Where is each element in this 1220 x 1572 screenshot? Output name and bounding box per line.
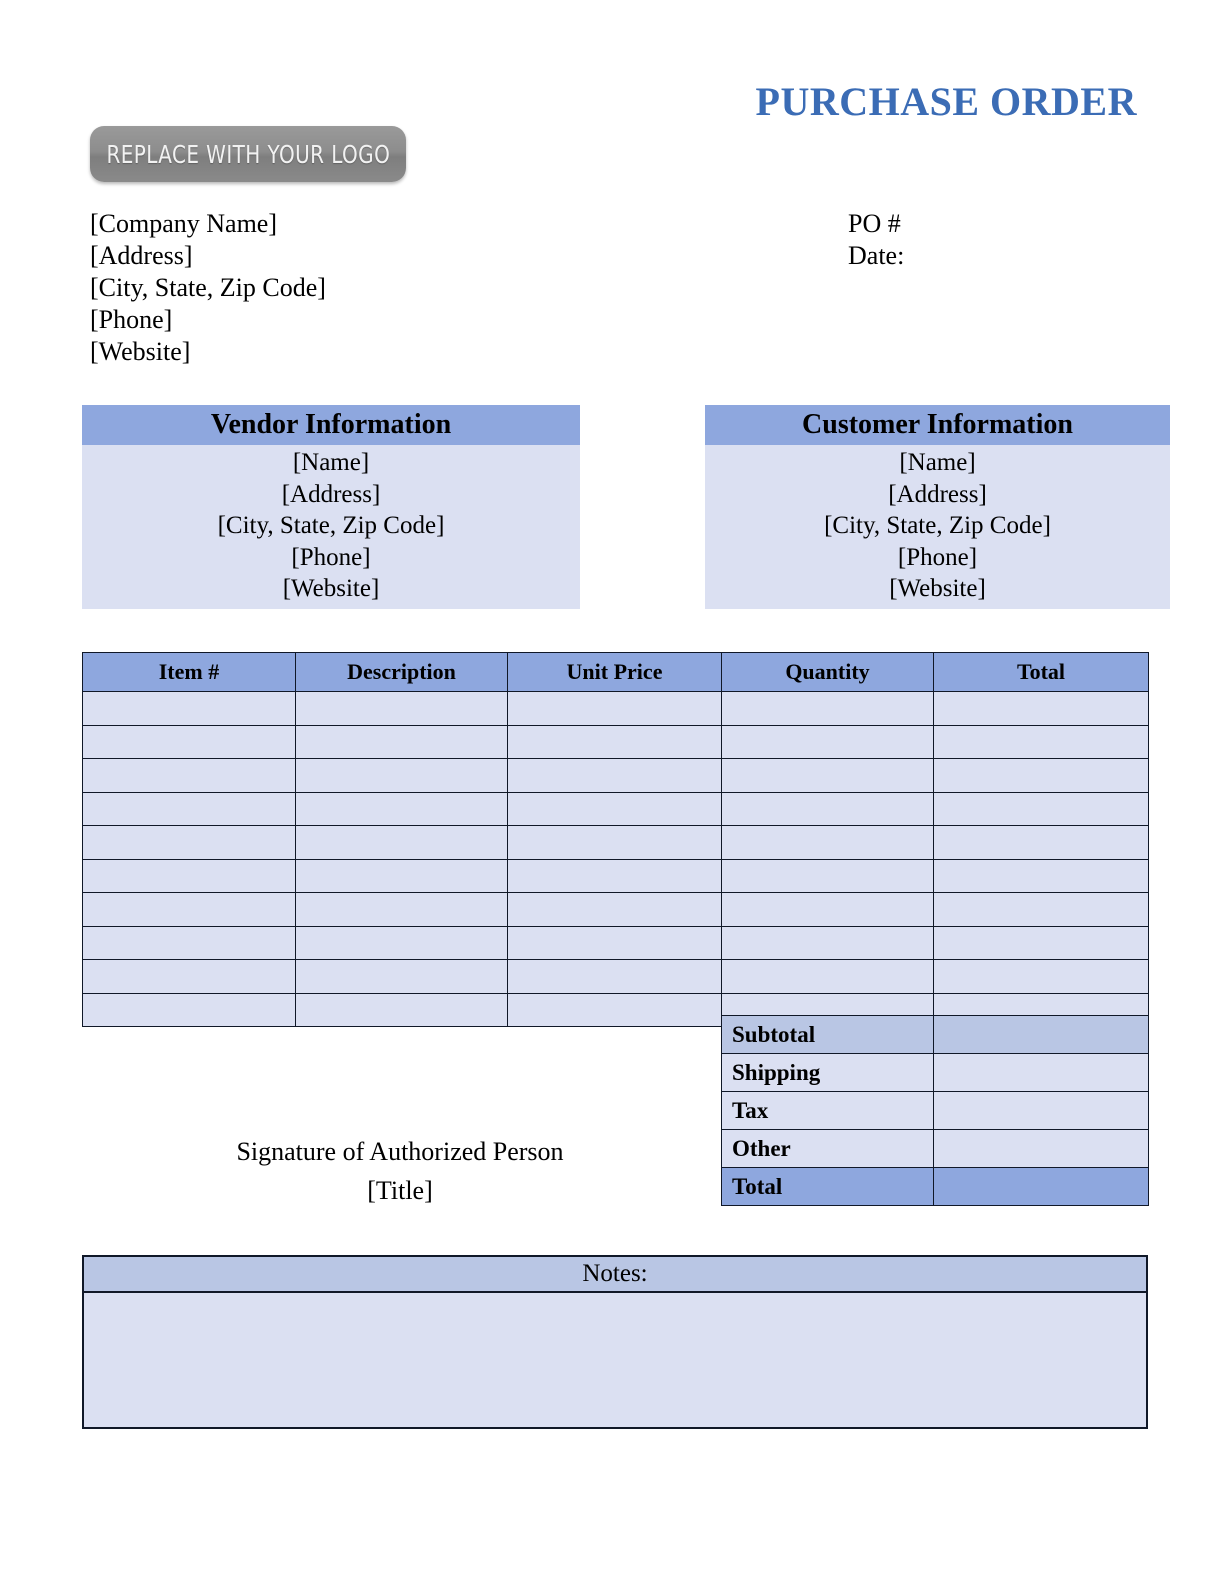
column-header-item: Item # [83,653,296,692]
item-cell[interactable] [722,893,934,927]
po-meta-block [848,208,904,272]
vendor-heading: Vendor Information [82,405,580,445]
customer-line-city: [City, State, Zip Code] [824,512,1051,539]
signature-line: Signature of Authorized Person [236,1137,564,1166]
notes-box [82,1255,1148,1429]
totals-label-subtotal: Subtotal [722,1016,934,1054]
totals-label-other: Other [722,1130,934,1168]
totals-value-tax[interactable] [934,1092,1149,1130]
vendor-line-address: [Address] [281,480,381,508]
vendor-information-panel [82,405,580,609]
column-header-unit-price: Unit Price [508,653,722,692]
vendor-line-name: [Name] [292,449,370,476]
item-cell[interactable] [508,960,722,994]
item-cell[interactable] [83,792,296,826]
item-cell[interactable] [296,792,508,826]
item-cell[interactable] [934,759,1149,793]
totals-value-shipping[interactable] [934,1054,1149,1092]
item-cell[interactable] [296,926,508,960]
column-header-quantity: Quantity [722,653,934,692]
line-items-table [82,652,1149,1027]
item-cell[interactable] [296,859,508,893]
item-cell[interactable] [934,826,1149,860]
table-row [83,859,1149,893]
item-cell[interactable] [722,926,934,960]
po-date-label: Date: [848,241,905,270]
company-info-block [90,208,326,368]
item-cell[interactable] [722,725,934,759]
notes-field[interactable] [84,1293,1146,1427]
company-line-phone: [Phone] [90,305,173,334]
vendor-line-phone: [Phone] [291,543,371,571]
item-cell[interactable] [934,692,1149,726]
table-row [83,926,1149,960]
totals-row-other [722,1130,1149,1168]
vendor-details[interactable] [82,445,580,609]
item-cell[interactable] [83,926,296,960]
signature-title: [Title] [367,1176,433,1205]
item-cell[interactable] [83,826,296,860]
item-cell[interactable] [508,893,722,927]
item-cell[interactable] [722,759,934,793]
item-cell[interactable] [508,826,722,860]
notes-heading: Notes: [84,1257,1146,1293]
customer-line-website: [Website] [889,575,986,602]
po-number-label: PO # [848,209,901,238]
table-row [83,960,1149,994]
page-title: PURCHASE ORDER [755,79,1137,124]
table-row [83,692,1149,726]
table-row [83,792,1149,826]
item-cell[interactable] [296,993,508,1027]
totals-label-tax: Tax [722,1092,934,1130]
logo-text: REPLACE WITH YOUR LOGO [106,139,390,169]
vendor-line-city: [City, State, Zip Code] [217,512,445,539]
customer-line-name: [Name] [899,449,976,476]
totals-row-subtotal [722,1016,1149,1054]
item-cell[interactable] [508,926,722,960]
item-cell[interactable] [934,725,1149,759]
totals-value-total[interactable] [934,1168,1149,1206]
item-cell[interactable] [296,893,508,927]
item-cell[interactable] [722,692,934,726]
item-cell[interactable] [83,725,296,759]
item-cell[interactable] [296,960,508,994]
item-cell[interactable] [722,960,934,994]
totals-table [721,1015,1149,1206]
item-cell[interactable] [508,692,722,726]
totals-label-total: Total [722,1168,934,1206]
item-cell[interactable] [296,759,508,793]
item-cell[interactable] [83,993,296,1027]
company-line-city: [City, State, Zip Code] [90,273,326,302]
item-cell[interactable] [722,826,934,860]
item-cell[interactable] [934,859,1149,893]
item-cell[interactable] [722,859,934,893]
item-cell[interactable] [934,960,1149,994]
item-cell[interactable] [83,960,296,994]
column-header-total: Total [934,653,1149,692]
table-row [83,725,1149,759]
item-cell[interactable] [722,792,934,826]
item-cell[interactable] [934,792,1149,826]
signature-block [82,1132,718,1210]
customer-line-address: [Address] [888,480,987,508]
item-cell[interactable] [83,759,296,793]
table-header-row [83,653,1149,692]
item-cell[interactable] [508,759,722,793]
company-line-name: [Company Name] [90,209,278,238]
item-cell[interactable] [296,692,508,726]
item-cell[interactable] [934,926,1149,960]
customer-information-panel [705,405,1170,609]
item-cell[interactable] [508,859,722,893]
totals-row-total [722,1168,1149,1206]
totals-value-other[interactable] [934,1130,1149,1168]
item-cell[interactable] [934,893,1149,927]
item-cell[interactable] [296,826,508,860]
totals-row-shipping [722,1054,1149,1092]
table-row [83,893,1149,927]
table-row [83,826,1149,860]
customer-heading: Customer Information [705,405,1170,445]
item-cell[interactable] [508,993,722,1027]
totals-row-tax [722,1092,1149,1130]
company-line-website: [Website] [90,337,191,366]
customer-line-phone: [Phone] [897,543,978,571]
company-line-address: [Address] [90,241,193,270]
item-cell[interactable] [296,725,508,759]
item-cell[interactable] [83,859,296,893]
customer-details[interactable] [705,445,1170,609]
column-header-description: Description [296,653,508,692]
logo-placeholder[interactable] [90,126,406,182]
item-cell[interactable] [83,692,296,726]
item-cell[interactable] [83,893,296,927]
item-cell[interactable] [508,725,722,759]
totals-label-shipping: Shipping [722,1054,934,1092]
table-row [83,759,1149,793]
item-cell[interactable] [508,792,722,826]
vendor-line-website: [Website] [282,575,380,602]
totals-value-subtotal[interactable] [934,1016,1149,1054]
